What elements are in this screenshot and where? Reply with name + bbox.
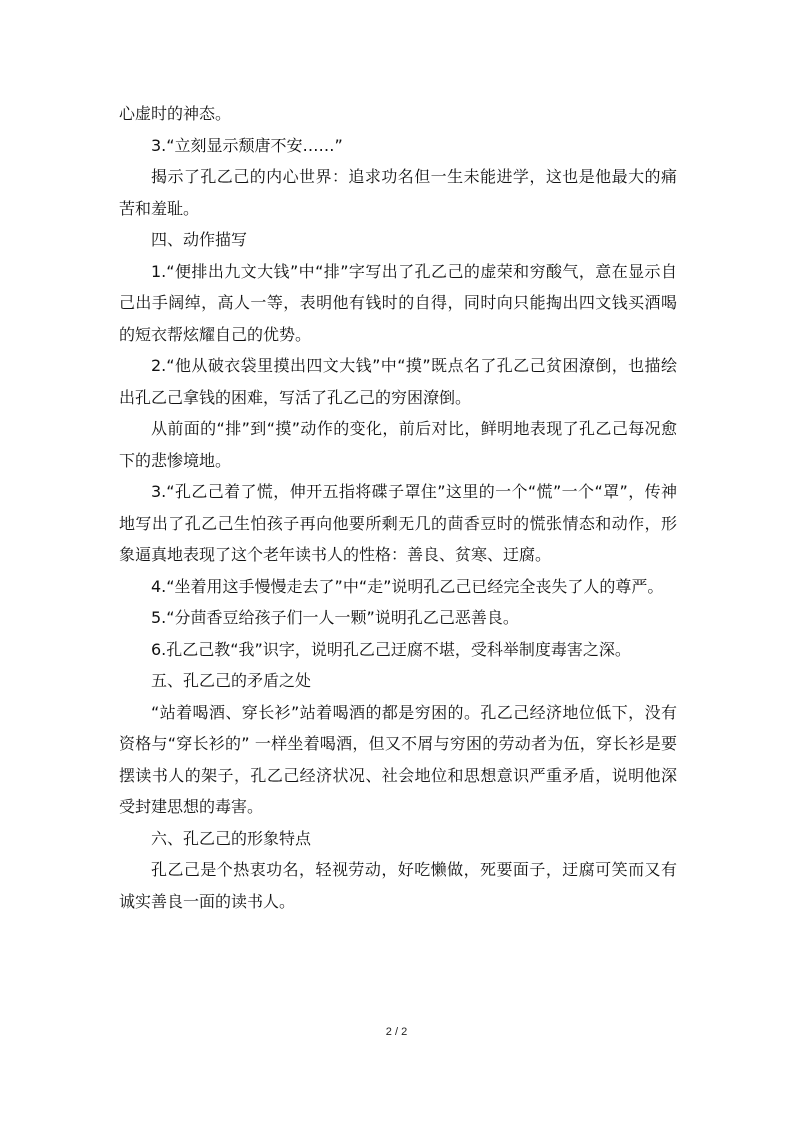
paragraph: 从前面的“排”到“摸”动作的变化，前后对比，鲜明地表现了孔乙己每况愈下的悲惨境地。: [119, 419, 677, 470]
page-number: 2 / 2: [385, 1026, 408, 1038]
paragraph: 孔乙己是个热衷功名，轻视劳动，好吃懒做，死要面子，迂腐可笑而又有诚实善良一面的读书人。: [119, 860, 677, 911]
list-item: 5.“分茴香豆给孩子们一人一颗”说明孔乙己恶善良。: [151, 608, 519, 627]
section-heading: 六、孔乙己的形象特点: [151, 828, 312, 848]
section-heading: 五、孔乙己的矛盾之处: [151, 671, 312, 690]
list-item: 4.“坐着用这手慢慢走去了”中“走”说明孔乙己已经完全丧失了人的尊严。: [151, 576, 664, 596]
section-heading: 四、动作描写: [151, 230, 248, 249]
list-item: 3.“孔乙己着了慌，伸开五指将碟子罩住”这里的一个“慌”一个“罩”，传神地写出了孔乙己生怕孩子再向他要所剩无几的茴香豆时的慌张情态和动作，形象逼真地表现了这个老年读书人的性格：善良、贫寒、迂腐。: [119, 482, 677, 564]
paragraph: “站着喝酒、穿长衫”站着喝酒的都是穷困的。孔乙己经济地位低下，没有资格与“穿长衫的” 一样坐着喝酒，但又不屑与穷困的劳动者为伍，穿长衫是要摆读书人的架子，孔乙己经济状况、社会地位和思想意识严重矛盾，说明他深受封建思想的毒害。: [119, 702, 677, 816]
list-item: 2.“他从破衣袋里摸出四文大钱”中“摸”既点名了孔乙己贫困潦倒，也描绘出孔乙己拿钱的困难，写活了孔乙己的穷困潦倒。: [119, 356, 677, 407]
paragraph: 揭示了孔乙己的内心世界：追求功名但一生未能进学，这也是他最大的痛苦和羞耻。: [119, 167, 677, 218]
list-item: 3.“立刻显示颓唐不安……”: [151, 135, 343, 155]
list-item: 1.“便排出九文大钱”中“排”字写出了孔乙己的虚荣和穷酸气，意在显示自己出手阔绰，高人一等，表明他有钱时的自得，同时向只能掏出四文钱买酒喝的短衣帮炫耀自己的优势。: [119, 261, 677, 344]
document-body: [119, 98, 677, 917]
paragraph: 心虚时的神态。: [119, 104, 232, 123]
list-item: 6.孔乙己教“我”识字，说明孔乙己迂腐不堪，受科举制度毒害之深。: [151, 639, 631, 659]
